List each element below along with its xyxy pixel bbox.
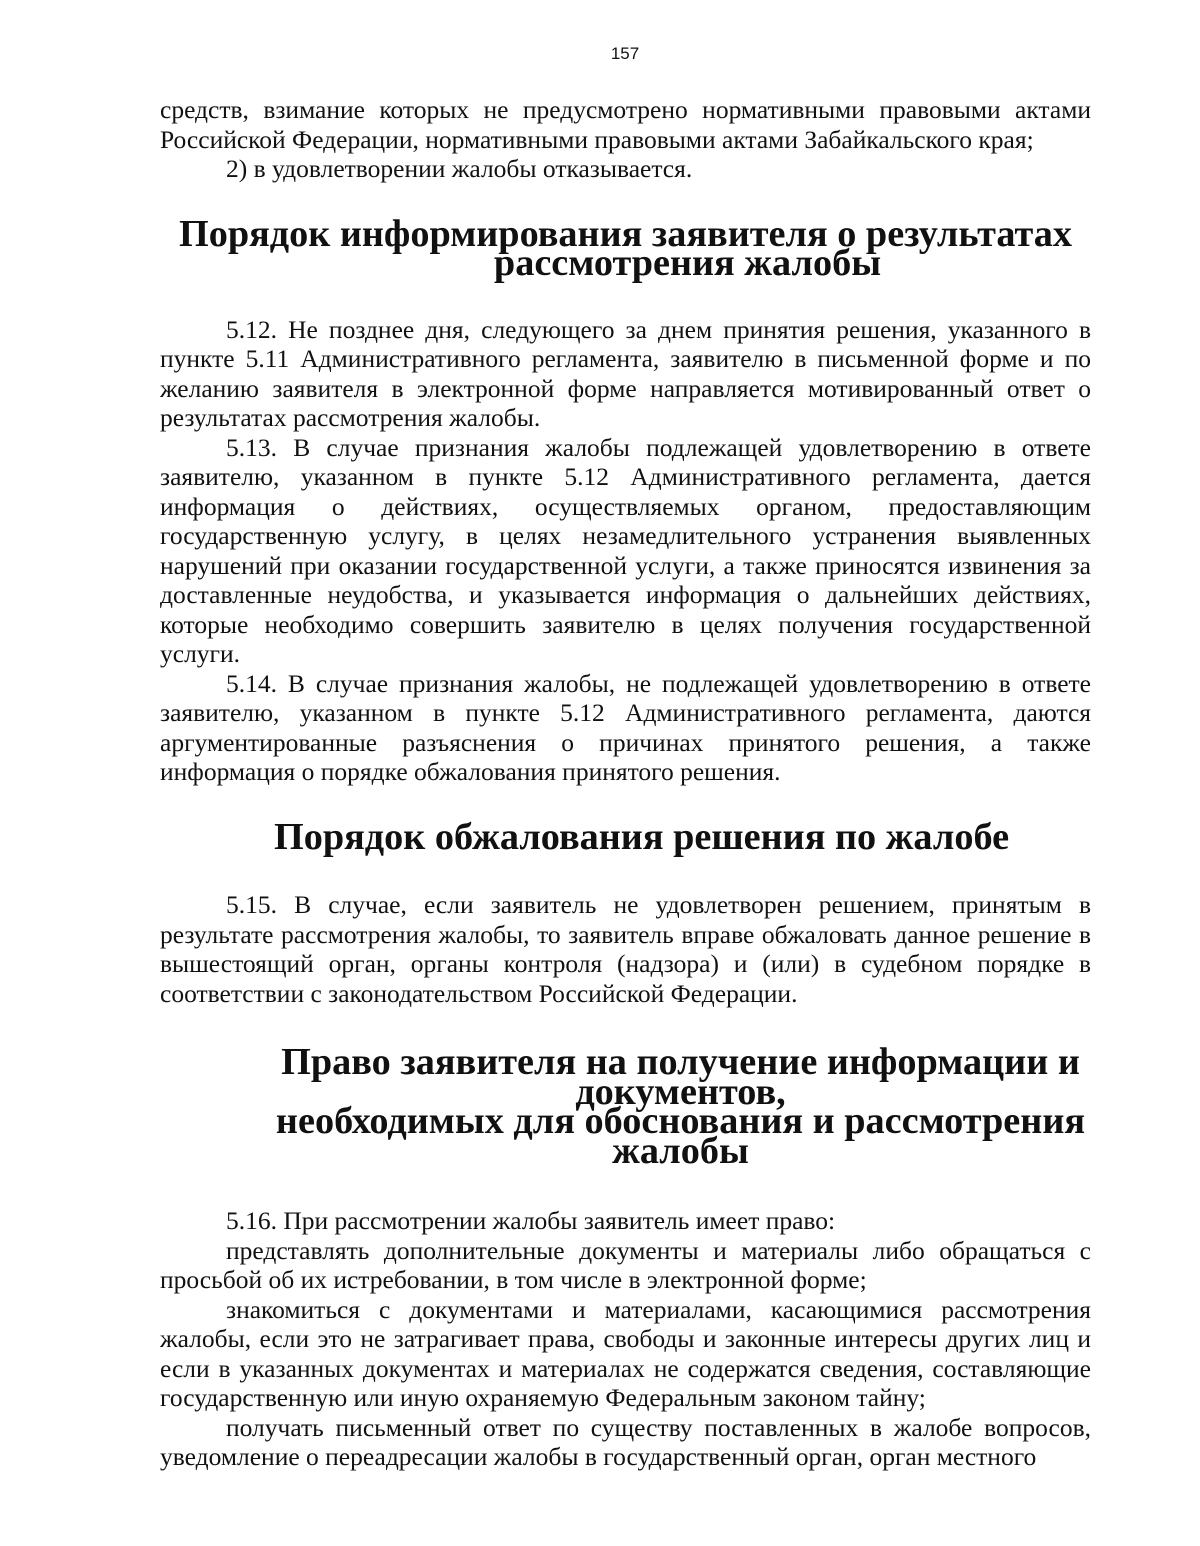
paragraph-5-16: 5.16. При рассмотрении жалобы заявитель имеет право: [226, 1206, 836, 1235]
paragraph-intro-item-2: 2) в удовлетворении жалобы отказывается. [226, 154, 693, 183]
heading-line: необходимых для обоснования и рассмотрения жалобы [275, 1100, 1086, 1172]
paragraph-right-written-answer: получать письменный ответ по существу поставленных в жалобе вопросов, уведомление о переадресации жалобы в государственный орган, орган местного [160, 1412, 1091, 1471]
heading-line: рассмотрения жалобы [493, 242, 882, 284]
section-heading-rights [160, 1041, 1091, 1172]
paragraph-5-13: 5.13. В случае признания жалобы подлежащей удовлетворению в ответе заявителю, указанном в пункте 5.12 Административного регламента, дается информация о действиях, осуществляемых органом, предоставляющим государственную услугу, в целях незамедлительного устранения выявленных нарушений при оказании государственной услуги, а также приносятся извинения за доставленные неудобства, и указывается информация о дальнейших действиях, которые необходимо совершить заявителю в целях получения государственной услуги. [160, 432, 1091, 668]
paragraph-5-14: 5.14. В случае признания жалобы, не подлежащей удовлетворению в ответе заявителю, указанном в пункте 5.12 Административного регламента, даются аргументированные разъяснения о причинах принятого решения, а также информация о порядке обжалования принятого решения. [160, 668, 1091, 786]
paragraph-5-15: 5.15. В случае, если заявитель не удовлетворен решением, принятым в результате рассмотрения жалобы, то заявитель вправе обжаловать данное решение в вышестоящий орган, органы контроля (надзора) и (или) в судебном порядке в соответствии с законодательством Российской Федерации. [160, 890, 1091, 1008]
heading-line: Порядок обжалования решения по жалобе [273, 815, 1010, 858]
document-body [160, 95, 1091, 1472]
paragraph-right-review-materials: знакомиться с документами и материалами, касающимися рассмотрения жалобы, если это не затрагивает права, свободы и законные интересы других лиц и если в указанных документах и материалах не содержатся сведения, составляющие государственную или иную охраняемую Федеральным законом тайну; [160, 1294, 1091, 1412]
paragraph-5-12: 5.12. Не позднее дня, следующего за днем принятия решения, указанного в пункте 5.11 Административного регламента, заявителю в письменной форме и по желанию заявителя в электронной форме направляется мотивированный ответ о результатах рассмотрения жалобы. [160, 314, 1091, 432]
page-number: 157 [610, 44, 640, 63]
paragraph-intro-continuation: средств, взимание которых не предусмотрено нормативными правовыми актами Российской Федерации, нормативными правовыми актами Забайкальского края; [160, 95, 1091, 154]
section-heading-appeal [160, 815, 1091, 858]
heading-line: Право заявителя на получение информации и документов, [281, 1041, 1080, 1113]
heading-line: Порядок информирования заявителя о результатах [178, 212, 1073, 255]
section-heading-informing [160, 212, 1091, 284]
paragraph-right-submit-documents: представлять дополнительные документы и материалы либо обращаться с просьбой об их истребовании, в том числе в электронной форме; [160, 1235, 1091, 1294]
